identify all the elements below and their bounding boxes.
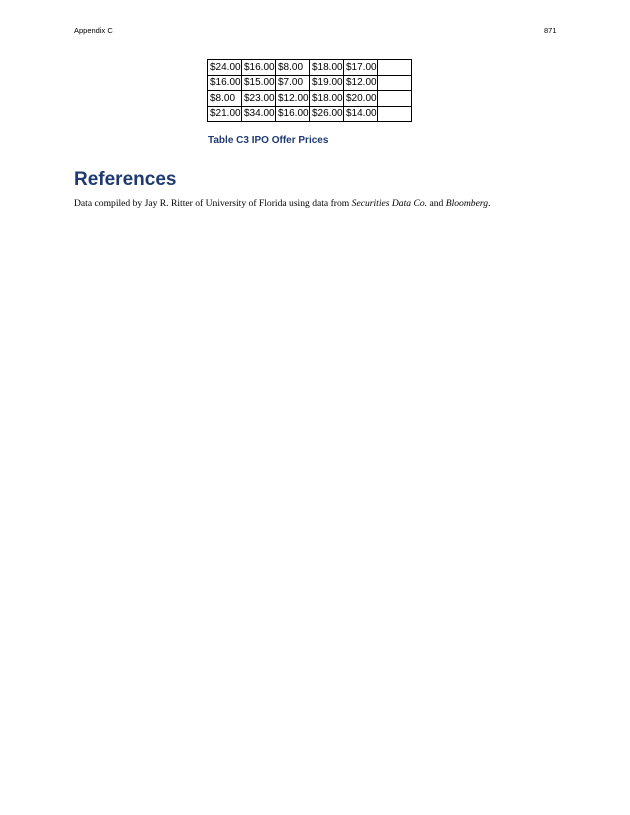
table-caption: Table C3 IPO Offer Prices bbox=[208, 135, 329, 146]
table-cell bbox=[378, 106, 412, 122]
table-cell: $19.00 bbox=[310, 75, 344, 91]
references-text-prefix: Data compiled by Jay R. Ritter of University of Florida using data from bbox=[74, 198, 352, 209]
table-cell: $34.00 bbox=[242, 106, 276, 122]
table-cell: $18.00 bbox=[310, 60, 344, 76]
table-cell: $24.00 bbox=[208, 60, 242, 76]
references-text-middle: and bbox=[427, 198, 446, 209]
table-cell: $26.00 bbox=[310, 106, 344, 122]
references-text-suffix: . bbox=[488, 198, 491, 209]
table-cell: $16.00 bbox=[276, 106, 310, 122]
references-paragraph bbox=[74, 198, 490, 209]
table-cell: $23.00 bbox=[242, 91, 276, 107]
table-cell: $12.00 bbox=[344, 75, 378, 91]
table-cell bbox=[378, 60, 412, 76]
table-cell: $16.00 bbox=[242, 60, 276, 76]
table-row bbox=[208, 75, 412, 91]
table-cell: $16.00 bbox=[208, 75, 242, 91]
table-cell: $15.00 bbox=[242, 75, 276, 91]
table-cell: $8.00 bbox=[208, 91, 242, 107]
table-row bbox=[208, 106, 412, 122]
table-cell: $17.00 bbox=[344, 60, 378, 76]
source-securities-data: Securities Data Co. bbox=[351, 198, 428, 209]
table-cell bbox=[378, 91, 412, 107]
table-cell: $20.00 bbox=[344, 91, 378, 107]
ipo-offer-prices-table bbox=[207, 59, 412, 122]
table-cell: $18.00 bbox=[310, 91, 344, 107]
page-number: 871 bbox=[544, 26, 557, 35]
table-body bbox=[208, 60, 412, 122]
table-cell: $14.00 bbox=[344, 106, 378, 122]
source-bloomberg: Bloomberg bbox=[445, 198, 488, 209]
table-cell bbox=[378, 75, 412, 91]
references-heading: References bbox=[74, 169, 177, 190]
running-header-section: Appendix C bbox=[74, 26, 113, 35]
table-cell: $12.00 bbox=[276, 91, 310, 107]
table-cell: $7.00 bbox=[276, 75, 310, 91]
table-cell: $8.00 bbox=[276, 60, 310, 76]
table-cell: $21.00 bbox=[208, 106, 242, 122]
table-row bbox=[208, 60, 412, 76]
table-row bbox=[208, 91, 412, 107]
